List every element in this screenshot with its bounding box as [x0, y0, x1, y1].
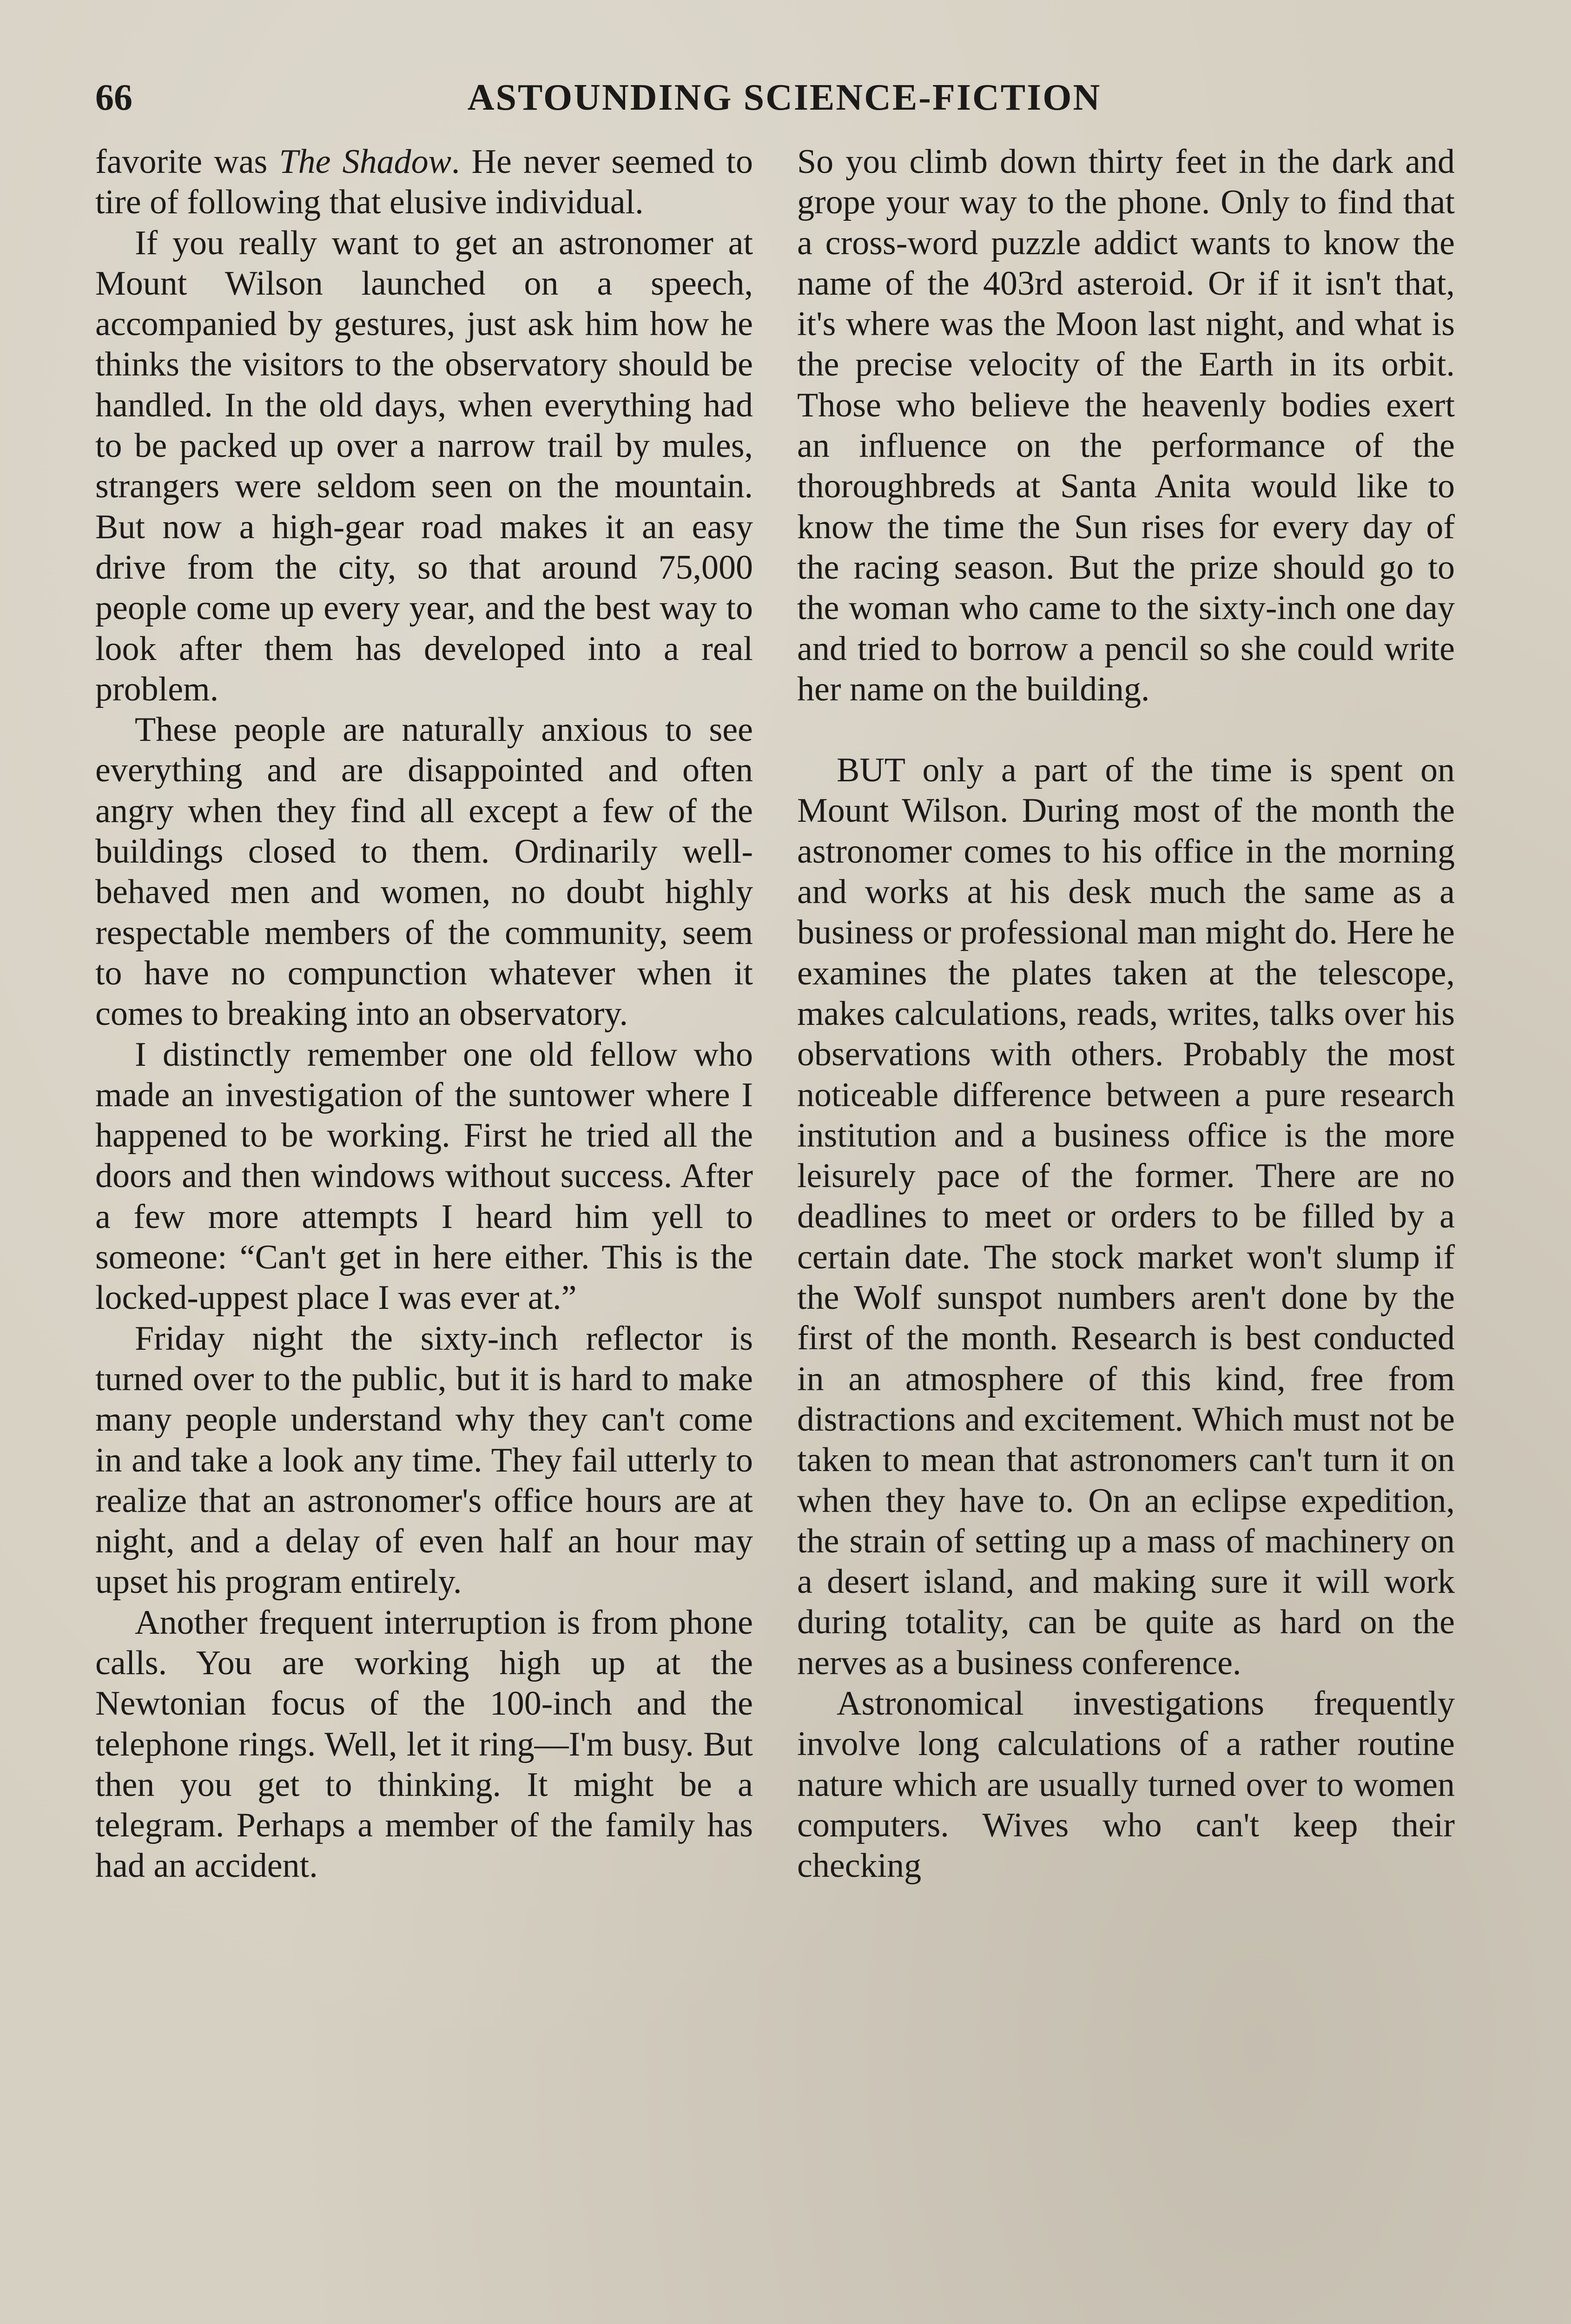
paragraph: Astronomical investigations frequently involve long calculations of a rather routine nature which are usually turned over to women computers. Wives who can't keep their checking: [797, 1684, 1455, 1885]
left-column: [95, 142, 753, 1887]
paragraph: If you really want to get an astronomer at Mount Wilson launched on a speech, accompanied by gestures, just ask him how he thinks the visitors to the observatory should be handled. In the old days, when everything had to be packed up over a narrow trail by mules, strangers were seldom seen on the mountain. But now a high-gear road makes it an easy drive from the city, so that around 75,000 people come up every year, and the best way to look after them has developed into a real problem.: [95, 224, 753, 708]
section-opening-paragraph: BUT only a part of the time is spent on Mount Wilson. During most of the month the astronomer comes to his office in the morning and works at his desk much the same as a business or professional man might do. Here he examines the plates taken at the telescope, makes calculations, reads, writes, talks over his observations with others. Probably the most noticeable difference between a pure research institution and a business office is the more leisurely pace of the former. There are no deadlines to meet or orders to be filled by a certain date. The stock market won't slump if the Wolf sunspot numbers aren't done by the first of the month. Research is best conducted in an atmosphere of this kind, free from distractions and excitement. Which must not be taken to mean that astronomers can't turn it on when they have to. On an eclipse expedition, the strain of setting up a mass of machinery on a desert island, and making sure it will work during totality, can be quite as hard on the nerves as a business conference.: [797, 751, 1455, 1682]
paragraph: [95, 142, 753, 223]
italic-title: The Shadow: [279, 143, 451, 181]
right-column: [797, 142, 1455, 1886]
paragraph: These people are naturally anxious to see everything and are disappointed and often angry when they find all except a few of the buildings closed to them. Ordinarily well-behaved men and women, no doubt highly respectable members of the community, seem to have no compunction whatever when it comes to breaking into an observatory.: [95, 711, 753, 1033]
paragraph: Another frequent interruption is from phone calls. You are working high up at the Newtonian focus of the 100-inch and the telephone rings. Well, let it ring—I'm busy. But then you get to thinking. It might be a telegram. Perhaps a member of the family has had an accident.: [95, 1603, 753, 1885]
paragraph-text: favorite was: [95, 143, 279, 181]
paragraph: So you climb down thirty feet in the dark and grope your way to the phone. Only to find that a cross-word puzzle addict wants to know the name of the 403rd asteroid. Or if it isn't that, it's where was the Moon last night, and what is the precise velocity of the Earth in its orbit. Those who believe the heavenly bodies exert an influence on the performance of the thoroughbreds at Santa Anita would like to know the time the Sun rises for every day of the racing season. But the prize should go to the woman who came to the sixty-inch one day and tried to borrow a pencil so she could write her name on the building.: [797, 143, 1455, 708]
paragraph: Friday night the sixty-inch reflector is turned over to the public, but it is hard to make many people understand why they can't come in and take a look any time. They fail utterly to realize that an astronomer's office hours are at night, and a delay of even half an hour may upset his program entirely.: [95, 1319, 753, 1601]
page-number: 66: [95, 77, 132, 118]
paragraph: I distinctly remember one old fellow who made an investigation of the suntower where I happened to be working. First he tried all the doors and then windows without success. After a few more attempts I heard him yell to someone: “Can't get in here either. This is the locked-uppest place I was ever at.”: [95, 1035, 753, 1317]
paragraph-text: . He never seemed to tire of following that elusive individual.: [95, 143, 753, 222]
page-header: [95, 70, 1473, 125]
running-title: ASTOUNDING SCIENCE-FICTION: [467, 77, 1102, 118]
